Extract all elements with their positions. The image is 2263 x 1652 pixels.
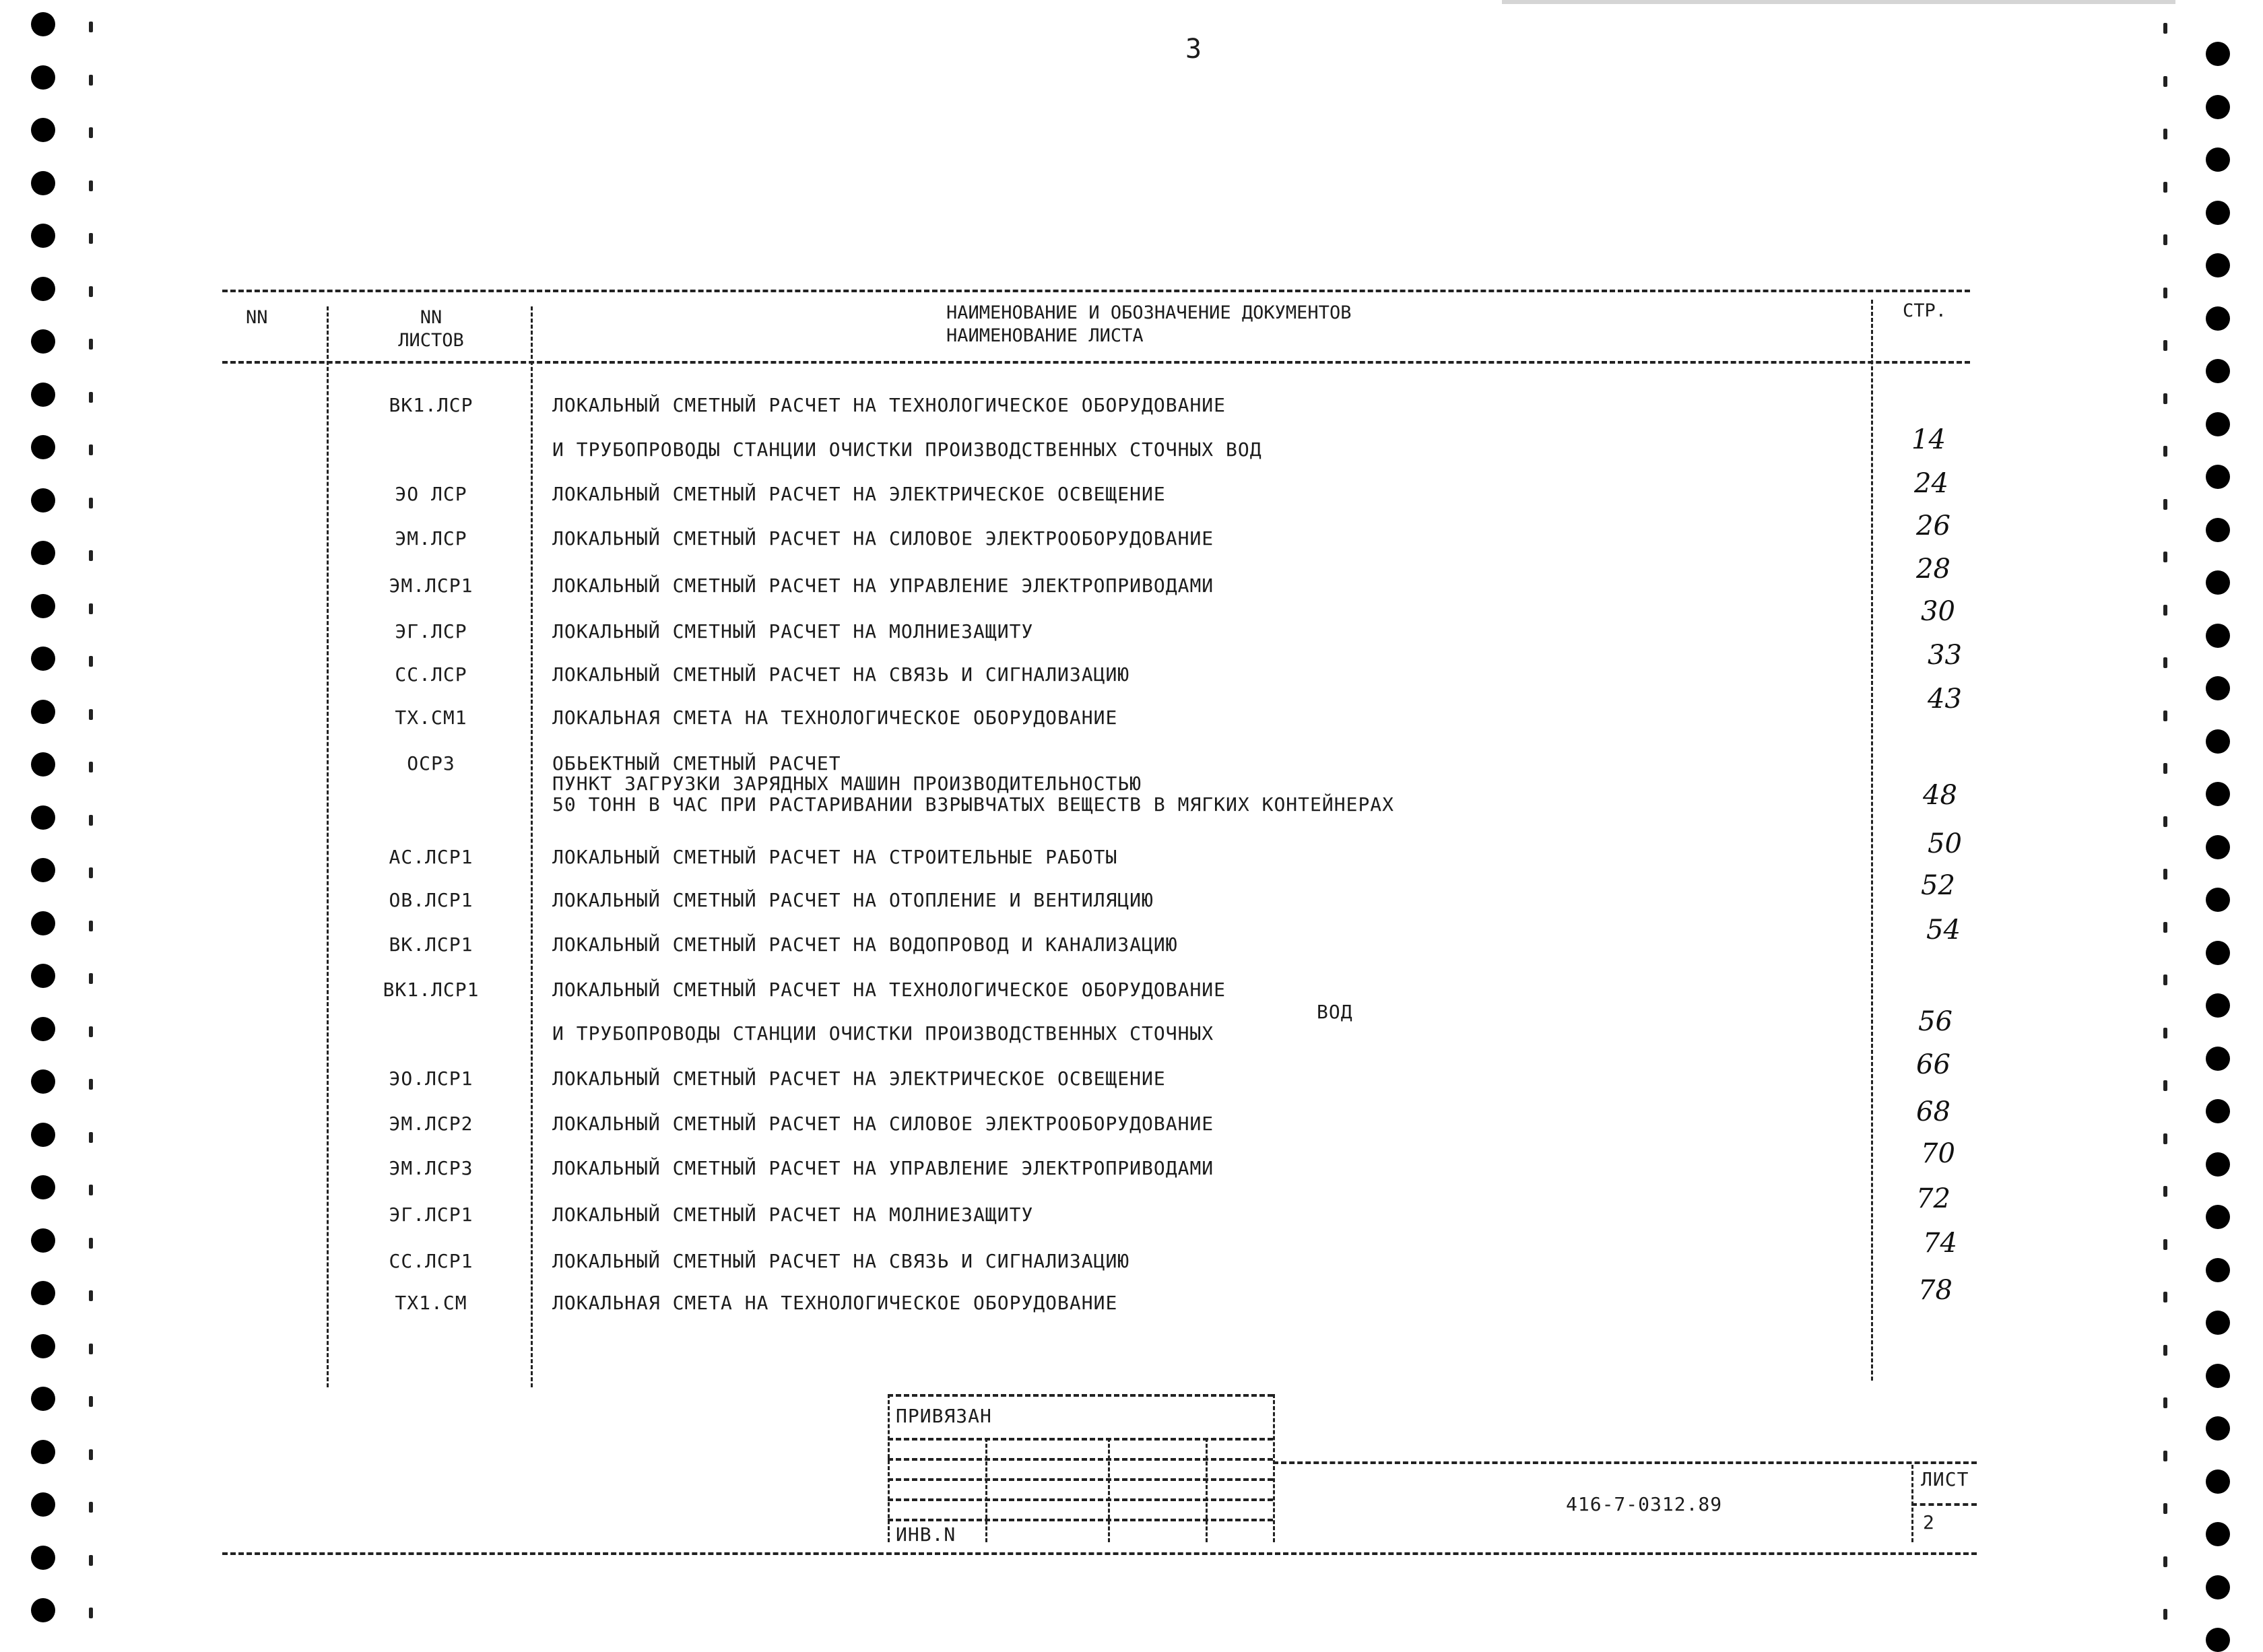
perforation-hole [31,329,55,354]
perforation-hole [2206,1522,2230,1546]
tractor-mark [89,1185,93,1195]
tractor-mark [2163,393,2167,404]
tractor-mark [2163,922,2167,933]
sheet-number: 2 [1923,1511,1935,1533]
sheet-cell-rule [1911,1503,1977,1506]
tractor-mark [2163,499,2167,510]
document-title: 50 ТОНН В ЧАС ПРИ РАСТАРИВАНИИ ВЗРЫВЧАТЫХ ВЕЩЕСТВ В МЯГКИХ КОНТЕЙНЕРАХ [552,793,1395,816]
perforation-hole [31,1334,55,1358]
tractor-mark [89,1026,93,1037]
tractor-mark [89,1290,93,1301]
perforation-hole [31,118,55,142]
page-ref: 70 [1921,1138,1955,1169]
perforation-hole [2206,1258,2230,1282]
document-title: ЛОКАЛЬНЫЙ СМЕТНЫЙ РАСЧЕТ НА СИЛОВОЕ ЭЛЕКТРООБОРУДОВАНИЕ [552,527,1214,550]
sheet-code: ЭГ.ЛСР1 [389,1203,473,1226]
tractor-mark [89,444,93,455]
perforation-hole [31,858,55,882]
perforation-hole [2206,42,2230,66]
perforation-hole [2206,1205,2230,1229]
document-code: 416-7-0312.89 [1566,1493,1723,1515]
tractor-mark [2163,711,2167,721]
perforation-hole [31,224,55,248]
tractor-mark [89,286,93,297]
tractor-mark [2163,1609,2167,1620]
header-document-name: НАИМЕНОВАНИЕ И ОБОЗНАЧЕНИЕ ДОКУМЕНТОВ НАИМЕНОВАНИЕ ЛИСТА [946,302,1352,346]
perforation-hole [31,1069,55,1094]
tractor-mark [89,973,93,984]
header-page: СТР. [1903,300,1947,321]
tractor-mark [2163,23,2167,34]
sheet-code: ВК1.ЛСР [389,394,473,416]
tractor-mark [2163,1239,2167,1250]
perforation-hole [31,383,55,407]
document-title: ЛОКАЛЬНЫЙ СМЕТНЫЙ РАСЧЕТ НА СТРОИТЕЛЬНЫЕ РАБОТЫ [552,846,1118,868]
page-ref: 14 [1911,424,1946,455]
perforation-hole [2206,888,2230,912]
stamp-divider-1 [985,1438,987,1542]
document-title: ЛОКАЛЬНЫЙ СМЕТНЫЙ РАСЧЕТ НА ОТОПЛЕНИЕ И ВЕНТИЛЯЦИЮ [552,889,1154,911]
document-title: ЛОКАЛЬНЫЙ СМЕТНЫЙ РАСЧЕТ НА МОЛНИЕЗАЩИТУ [552,620,1034,642]
column-divider-3 [1871,300,1873,1381]
tractor-mark [89,1502,93,1513]
tractor-mark [89,180,93,191]
perforation-hole [31,1387,55,1411]
tractor-mark [89,498,93,508]
sheet-code: СС.ЛСР [395,663,467,686]
bottom-rule [222,1552,1977,1555]
document-title: ЛОКАЛЬНЫЙ СМЕТНЫЙ РАСЧЕТ НА ЭЛЕКТРИЧЕСКОЕ ОСВЕЩЕНИЕ [552,1067,1166,1090]
stamp-inv-label: ИНВ.N [896,1523,956,1546]
tractor-mark [2163,657,2167,668]
tractor-mark [89,1396,93,1407]
page-ref: 43 [1928,684,1962,715]
tractor-mark [2163,1345,2167,1356]
sheet-code: ТХ.СМ1 [395,706,467,729]
perforation-hole [2206,1364,2230,1388]
document-title: ОБЬЕКТНЫЙ СМЕТНЫЙ РАСЧЕТ [552,752,841,774]
document-title: ЛОКАЛЬНЫЙ СМЕТНЫЙ РАСЧЕТ НА УПРАВЛЕНИЕ ЭЛЕКТРОПРИВОДАМИ [552,1157,1214,1179]
tractor-mark [2163,1080,2167,1091]
tractor-mark [89,762,93,772]
tractor-mark [89,1555,93,1566]
perforation-hole [31,277,55,301]
tractor-mark [89,233,93,244]
page-ref: 52 [1921,870,1955,901]
document-title: ЛОКАЛЬНЫЙ СМЕТНЫЙ РАСЧЕТ НА СВЯЗЬ И СИГНАЛИЗАЦИЮ [552,663,1130,686]
perforation-hole [31,1546,55,1570]
tractor-mark [89,815,93,826]
tractor-mark [2163,76,2167,87]
sheet-code: ВК.ЛСР1 [389,933,473,956]
perforation-hole [2206,1416,2230,1441]
perforation-hole [31,541,55,565]
tractor-mark [2163,816,2167,827]
perforation-hole [2206,782,2230,806]
document-title: ПУНКТ ЗАГРУЗКИ ЗАРЯДНЫХ МАШИН ПРОИЗВОДИТЕЛЬНОСТЬЮ [552,772,1142,795]
stamp-rule-3 [888,1478,1273,1481]
perforation-hole [2206,993,2230,1018]
sheet-code: ЭМ.ЛСР1 [389,574,473,597]
stamp-bound-label: ПРИВЯЗАН [896,1405,992,1427]
perforation-hole [2206,253,2230,277]
tractor-mark [2163,974,2167,985]
perforation-hole [31,1281,55,1305]
tractor-mark [89,127,93,138]
perforation-hole [31,1492,55,1517]
page-number: 3 [1185,34,1202,65]
header-sheet-numbers: NN ЛИСТОВ [398,307,464,351]
tractor-mark [2163,1503,2167,1514]
perforation-hole [31,805,55,830]
tractor-mark [2163,1397,2167,1408]
tractor-mark [2163,869,2167,880]
page-ref: 48 [1923,780,1957,811]
top-edge-line [1502,0,2175,4]
tractor-mark [2163,446,2167,457]
page-ref: 56 [1918,1006,1953,1037]
sheet-code: СС.ЛСР1 [389,1250,473,1272]
perforation-hole [2206,518,2230,542]
document-title: ЛОКАЛЬНЫЙ СМЕТНЫЙ РАСЧЕТ НА СИЛОВОЕ ЭЛЕКТРООБОРУДОВАНИЕ [552,1113,1214,1135]
document-title: ЛОКАЛЬНЫЙ СМЕТНЫЙ РАСЧЕТ НА ТЕХНОЛОГИЧЕСКОЕ ОБОРУДОВАНИЕ [552,394,1226,416]
sheet-code: ЭМ.ЛСР2 [389,1113,473,1135]
tractor-mark [89,921,93,931]
perforation-hole [2206,412,2230,436]
perforation-hole [31,65,55,90]
document-title: ЛОКАЛЬНЫЙ СМЕТНЫЙ РАСЧЕТ НА ВОДОПРОВОД И КАНАЛИЗАЦИЮ [552,933,1178,956]
perforation-hole [31,700,55,724]
header-nn: NN [246,307,268,328]
tractor-mark [89,550,93,561]
perforation-hole [2206,624,2230,648]
tractor-mark [2163,1186,2167,1197]
perforation-hole [2206,1469,2230,1494]
sheet-label: ЛИСТ [1921,1468,1969,1490]
page-ref: 74 [1923,1228,1957,1259]
document-title: ЛОКАЛЬНЫЙ СМЕТНЫЙ РАСЧЕТ НА МОЛНИЕЗАЩИТУ [552,1203,1034,1226]
tractor-mark [2163,552,2167,562]
tractor-mark [2163,1133,2167,1144]
sheet-code: ЭО ЛСР [395,483,467,505]
perforation-hole [2206,147,2230,172]
perforation-hole [2206,835,2230,859]
perforation-hole [31,647,55,671]
perforation-hole [2206,729,2230,754]
tractor-mark [89,339,93,350]
document-title: ЛОКАЛЬНАЯ СМЕТА НА ТЕХНОЛОГИЧЕСКОЕ ОБОРУДОВАНИЕ [552,1292,1118,1314]
stamp-rule-2 [888,1458,1273,1461]
stamp-divider-2 [1108,1438,1110,1542]
tractor-mark [89,1449,93,1460]
sheet-code: ЭО.ЛСР1 [389,1067,473,1090]
document-title: ЛОКАЛЬНЫЙ СМЕТНЫЙ РАСЧЕТ НА ТЕХНОЛОГИЧЕСКОЕ ОБОРУДОВАНИЕ [552,979,1226,1001]
document-title: И ТРУБОПРОВОДЫ СТАНЦИИ ОЧИСТКИ ПРОИЗВОДСТВЕННЫХ СТОЧНЫХ [552,1022,1214,1045]
page-ref: 30 [1921,596,1955,627]
sheet-code: ВК1.ЛСР1 [383,979,480,1001]
page-ref: 24 [1914,468,1948,499]
perforation-hole [31,1440,55,1464]
document-title: ЛОКАЛЬНЫЙ СМЕТНЫЙ РАСЧЕТ НА ЭЛЕКТРИЧЕСКОЕ ОСВЕЩЕНИЕ [552,483,1166,505]
perforation-hole [31,752,55,777]
perforation-hole [31,964,55,988]
sheet-code: ЭМ.ЛСР [395,527,467,550]
tractor-mark [89,22,93,32]
tractor-mark [89,603,93,614]
perforation-hole [2206,465,2230,489]
perforation-hole [2206,359,2230,383]
perforation-hole [2206,941,2230,965]
perforation-hole [2206,1311,2230,1335]
sheet-code: ЭГ.ЛСР [395,620,467,642]
tractor-mark [89,75,93,86]
document-title: ЛОКАЛЬНЫЙ СМЕТНЫЙ РАСЧЕТ НА УПРАВЛЕНИЕ ЭЛЕКТРОПРИВОДАМИ [552,574,1214,597]
page-ref: 66 [1916,1049,1950,1080]
tractor-mark [89,392,93,403]
stamp-right-edge [1273,1394,1275,1542]
sheet-code: АС.ЛСР1 [389,846,473,868]
tractor-mark [2163,763,2167,774]
perforation-hole [2206,201,2230,225]
perforation-hole [2206,1575,2230,1599]
page-ref: 68 [1916,1096,1950,1127]
tractor-mark [2163,129,2167,139]
perforation-hole [31,171,55,195]
perforation-hole [31,1123,55,1147]
perforation-hole [2206,676,2230,700]
document-title: ЛОКАЛЬНЫЙ СМЕТНЫЙ РАСЧЕТ НА СВЯЗЬ И СИГНАЛИЗАЦИЮ [552,1250,1130,1272]
perforation-hole [31,1598,55,1622]
perforation-hole [2206,1152,2230,1177]
page-ref: 26 [1916,510,1950,541]
perforation-hole [2206,1099,2230,1123]
tractor-mark [2163,605,2167,616]
perforation-hole [2206,1047,2230,1071]
perforation-hole [31,488,55,513]
tractor-mark [2163,1028,2167,1038]
tractor-mark [89,1344,93,1354]
perforation-hole [31,12,55,36]
tractor-mark [2163,340,2167,351]
page-ref: 72 [1916,1183,1950,1214]
perforation-hole [2206,306,2230,331]
perforation-hole [31,594,55,618]
page-ref: 28 [1916,554,1950,585]
title-block-rule [1273,1461,1977,1464]
tractor-mark [2163,1451,2167,1461]
page-ref: 78 [1918,1275,1953,1306]
table-top-rule [222,290,1970,292]
document-title: ЛОКАЛЬНАЯ СМЕТА НА ТЕХНОЛОГИЧЕСКОЕ ОБОРУДОВАНИЕ [552,706,1118,729]
perforation-hole [31,1175,55,1199]
tractor-mark [89,709,93,720]
perforation-hole [31,1017,55,1041]
page-ref: 50 [1928,828,1962,859]
sheet-code: ОСР3 [407,752,455,774]
tractor-mark [2163,1556,2167,1567]
sheet-code: ОВ.ЛСР1 [389,889,473,911]
stamp-rule-5 [888,1519,1273,1521]
page-ref: 33 [1928,640,1962,671]
tractor-mark [89,1608,93,1618]
sheet-code: ЭМ.ЛСР3 [389,1157,473,1179]
document-title: И ТРУБОПРОВОДЫ СТАНЦИИ ОЧИСТКИ ПРОИЗВОДСТВЕННЫХ СТОЧНЫХ ВОД [552,438,1262,461]
tractor-mark [89,656,93,667]
tractor-mark [89,867,93,878]
tractor-mark [89,1238,93,1249]
stamp-rule-4 [888,1498,1273,1501]
header-bottom-rule [222,361,1970,364]
stamp-divider-3 [1206,1438,1208,1542]
perforation-hole [31,1228,55,1253]
tractor-mark [2163,234,2167,245]
overflow-word: ВОД [1317,1001,1353,1023]
tractor-mark [2163,288,2167,298]
stamp-top-rule [888,1394,1273,1397]
sheet-code: ТХ1.СМ [395,1292,467,1314]
perforation-hole [2206,570,2230,595]
perforation-hole [2206,1628,2230,1652]
tractor-mark [2163,182,2167,193]
perforation-hole [31,911,55,935]
tractor-mark [89,1132,93,1143]
perforation-hole [31,435,55,459]
tractor-mark [2163,1292,2167,1302]
column-divider-1 [327,306,329,1387]
page-ref: 54 [1926,915,1961,946]
perforation-hole [2206,95,2230,119]
tractor-mark [89,1079,93,1090]
stamp-rule-1 [888,1438,1273,1441]
